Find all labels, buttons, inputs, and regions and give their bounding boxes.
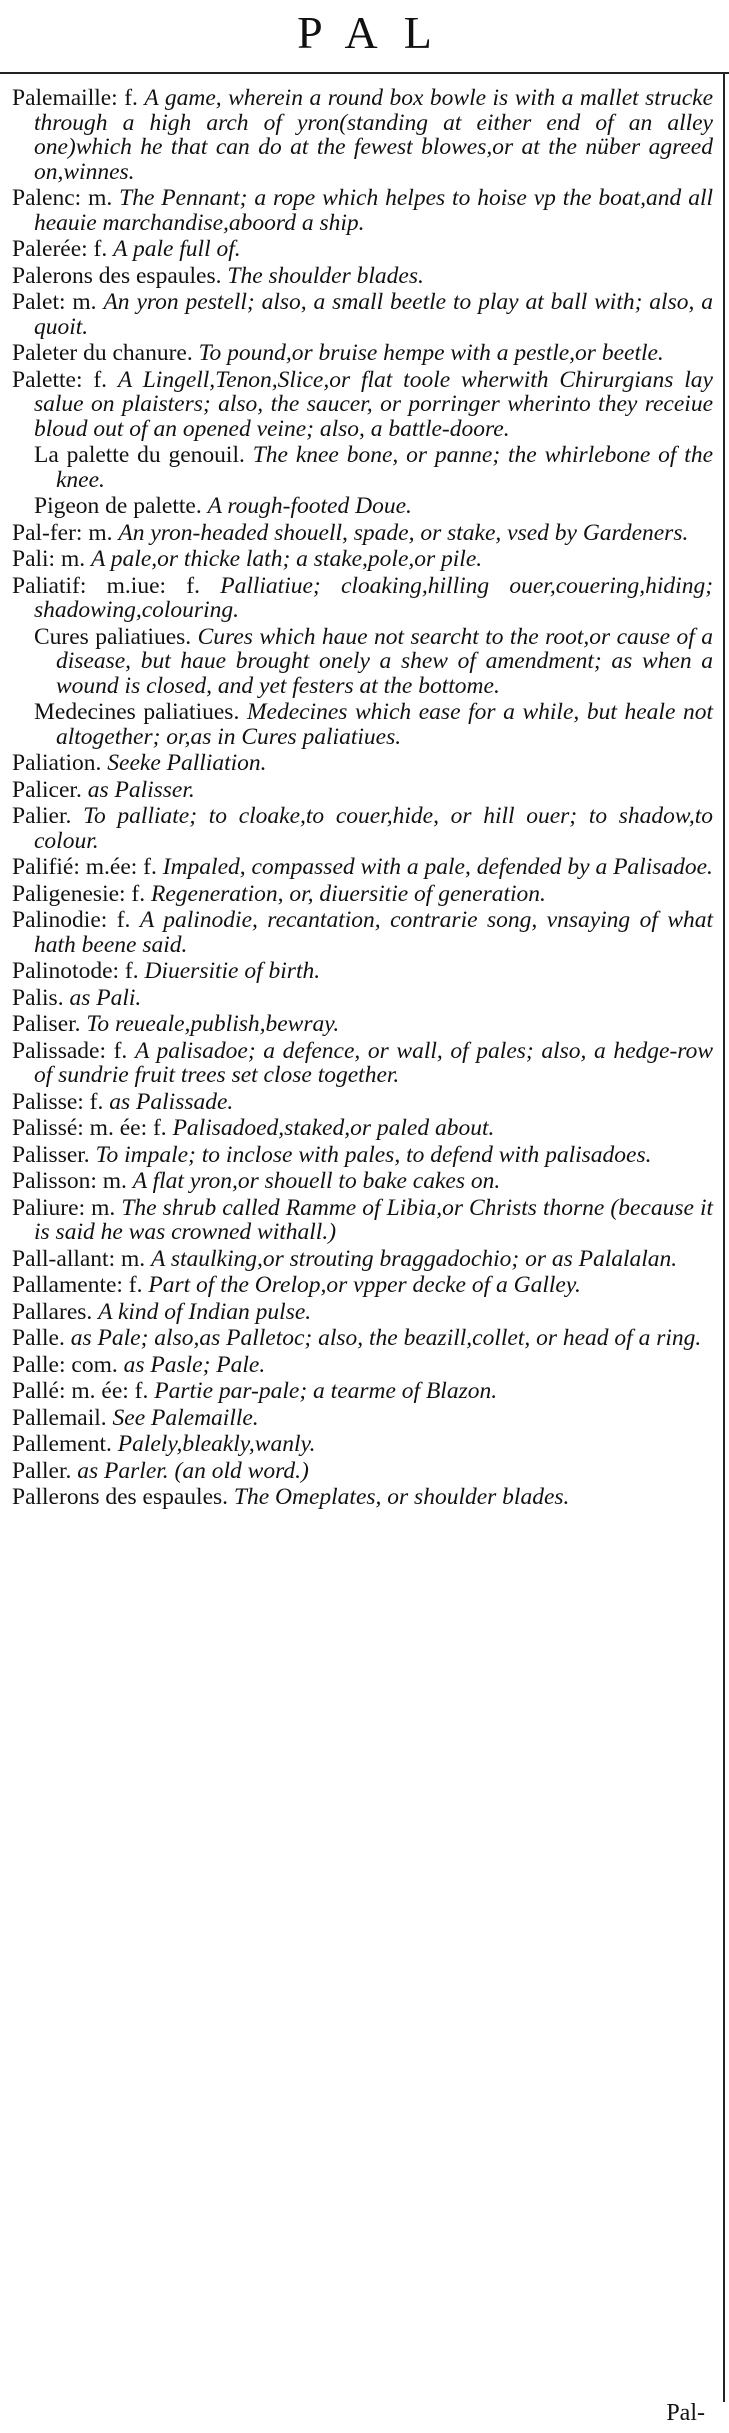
dictionary-entry: [12, 986, 713, 1011]
entry-headword: Palerée: f.: [12, 236, 108, 262]
entry-headword: Pallares.: [12, 1298, 93, 1325]
entry-gloss: To pound,or bruise hempe with a pestle,or beetle.: [198, 340, 664, 366]
dictionary-entry: [12, 1039, 713, 1088]
dictionary-entry: [12, 1273, 713, 1298]
entry-gloss: A pale,or thicke lath; a stake,pole,or pile.: [91, 546, 483, 572]
running-head: PAL: [297, 7, 458, 58]
dictionary-entry: [12, 1459, 713, 1484]
entry-gloss: A Lingell,Tenon,Slice,or flat toole wherwith Chirurgians lay salue on plaisters; also, the saucer, or porringer wherinto they receiue bloud out of an opened veine; also, a battle-doore.: [34, 366, 713, 442]
entry-gloss: The Pennant; a rope which helpes to hoise vp the boat,and all heauie marchandise,aboord a ship.: [34, 185, 714, 236]
entry-gloss: The shoulder blades.: [227, 262, 424, 289]
entry-gloss: as Palisser.: [87, 776, 195, 803]
entry-gloss: An yron-headed shouell, spade, or stake, vsed by Gardeners.: [118, 519, 689, 546]
dictionary-entry: [12, 625, 713, 699]
entry-gloss: To impale; to inclose with pales, to defend with palisadoes.: [95, 1141, 652, 1168]
entry-gloss: Medecines which ease for a while, but heale not altogether; or,as in Cures paliatiues.: [56, 699, 713, 750]
dictionary-entry: [12, 547, 713, 572]
dictionary-entry: [12, 574, 713, 623]
dictionary-entry: [12, 290, 713, 339]
entry-gloss: Partie par-pale; a tearme of Blazon.: [154, 1378, 498, 1404]
entry-gloss: To palliate; to cloake,to couer,hide, or hill ouer; to shadow,to colour.: [34, 803, 714, 854]
entry-gloss: See Palemaille.: [112, 1404, 259, 1431]
entry-gloss: Part of the Orelop,or vpper decke of a Galley.: [148, 1272, 581, 1298]
dictionary-entry: [12, 855, 713, 880]
entry-headword: Palisser.: [12, 1141, 90, 1168]
entry-headword: Paleter du chanure.: [12, 340, 193, 366]
dictionary-entry: [12, 1485, 713, 1510]
dictionary-entry: [12, 1116, 713, 1141]
entry-headword: Palenc: m.: [12, 185, 113, 211]
dictionary-entries: [12, 86, 713, 1512]
entry-gloss: as Pale; also,as Palletoc; also, the beazill,collet, or head of a ring.: [70, 1325, 702, 1351]
dictionary-entry: [12, 700, 713, 749]
entry-gloss: A palisadoe; a defence, or wall, of pales; also, a hedge-row of sundrie fruit trees set close together.: [34, 1037, 713, 1088]
entry-gloss: Impaled, compassed with a pale, defended by a Palisadoe.: [162, 854, 713, 880]
dictionary-entry: [12, 959, 713, 984]
entry-headword: Pallement.: [12, 1431, 112, 1457]
entry-headword: Medecines paliatiues.: [34, 699, 240, 725]
entry-headword: Cures paliatiues.: [34, 623, 192, 650]
dictionary-entry: [12, 751, 713, 776]
entry-headword: Paliure: m.: [12, 1194, 116, 1221]
entry-headword: Palier.: [12, 803, 72, 829]
entry-headword: Pali: m.: [12, 546, 86, 572]
entry-gloss: A pale full of.: [113, 236, 241, 262]
entry-gloss: Palliatiue; cloaking,hilling ouer,couering,hiding; shadowing,colouring.: [34, 572, 714, 623]
entry-headword: Paliation.: [12, 750, 102, 776]
entry-gloss: as Pasle; Pale.: [123, 1351, 266, 1378]
entry-gloss: A kind of Indian pulse.: [98, 1298, 312, 1325]
entry-headword: Palifié: m.ée: f.: [12, 854, 157, 880]
dictionary-entry: [12, 264, 713, 289]
entry-gloss: Regeneration, or, diuersitie of generation.: [151, 880, 546, 907]
entry-headword: Palissade: f.: [12, 1037, 128, 1064]
dictionary-entry: [12, 86, 713, 184]
dictionary-entry: [12, 1353, 713, 1378]
entry-gloss: as Pali.: [69, 984, 142, 1011]
entry-headword: Pigeon de palette.: [34, 493, 202, 519]
entry-gloss: Palisadoed,staked,or paled about.: [172, 1115, 495, 1141]
entry-headword: Palissé: m. ée: f.: [12, 1115, 167, 1141]
entry-headword: Palemaille: f.: [12, 85, 138, 111]
entry-headword: Paliser.: [12, 1011, 81, 1037]
entry-headword: Paliatif: m.iue: f.: [12, 572, 200, 599]
dictionary-entry: [12, 1432, 713, 1457]
entry-headword: Pall-allant: m.: [12, 1245, 146, 1272]
dictionary-entry: [12, 882, 713, 907]
entry-headword: Palisse: f.: [12, 1088, 104, 1115]
entry-headword: Palerons des espaules.: [12, 262, 222, 289]
dictionary-entry: [12, 521, 713, 546]
entry-headword: Palisson: m.: [12, 1168, 127, 1194]
dictionary-entry: [12, 494, 713, 519]
entry-gloss: The shrub called Ramme of Libia,or Christs thorne (because it is said he was crowned withall.): [34, 1194, 714, 1245]
entry-headword: Palinotode: f.: [12, 958, 139, 984]
entry-headword: Paller.: [12, 1457, 72, 1484]
entry-gloss: A rough-footed Doue.: [207, 493, 412, 519]
entry-headword: La palette du genouil.: [34, 442, 245, 468]
dictionary-entry: [12, 1326, 713, 1351]
dictionary-entry: [12, 1090, 713, 1115]
entry-gloss: An yron pestell; also, a small beetle to play at ball with; also, a quoit.: [34, 289, 714, 340]
dictionary-entry: [12, 186, 713, 235]
entry-gloss: The knee bone, or panne; the whirlebone of the knee.: [56, 442, 714, 493]
entry-headword: Paligenesie: f.: [12, 880, 146, 907]
entry-gloss: A game, wherein a round box bowle is with a mallet strucke through a high arch of yron(standing at either end of an alley one)which he that can do at the fewest blowes,or at the nüber agreed on,winnes.: [34, 85, 714, 185]
entry-headword: Pallerons des espaules.: [12, 1484, 229, 1510]
entry-headword: Palette: f.: [12, 366, 108, 393]
entry-headword: Palet: m.: [12, 289, 97, 315]
dictionary-entry: [12, 804, 713, 853]
dictionary-entry: [12, 1300, 713, 1325]
entry-headword: Palis.: [12, 984, 64, 1011]
dictionary-entry: [12, 1169, 713, 1194]
entry-gloss: A flat yron,or shouell to bake cakes on.: [132, 1168, 501, 1194]
entry-gloss: A staulking,or strouting braggadochio; or as Palalalan.: [151, 1245, 678, 1272]
dictionary-entry: [12, 908, 713, 957]
entry-headword: Palle: com.: [12, 1351, 118, 1378]
dictionary-entry: [12, 1143, 713, 1168]
header-rule: [0, 72, 729, 74]
dictionary-entry: [12, 443, 713, 492]
dictionary-entry: [12, 341, 713, 366]
entry-headword: Pallé: m. ée: f.: [12, 1378, 149, 1404]
entry-headword: Palicer.: [12, 776, 82, 803]
entry-headword: Pallamente: f.: [12, 1272, 143, 1298]
entry-headword: Pallemail.: [12, 1404, 107, 1431]
dictionary-entry: [12, 1406, 713, 1431]
dictionary-entry: [12, 778, 713, 803]
entry-headword: Pal-fer: m.: [12, 519, 113, 546]
dictionary-entry: [12, 368, 713, 442]
entry-headword: Palle.: [12, 1325, 65, 1351]
dictionary-entry: [12, 1012, 713, 1037]
entry-gloss: Diuersitie of birth.: [144, 958, 321, 984]
entry-gloss: Palely,bleakly,wanly.: [117, 1431, 316, 1457]
entry-gloss: as Palissade.: [109, 1088, 234, 1115]
dictionary-entry: [12, 237, 713, 262]
entry-gloss: The Omeplates, or shoulder blades.: [233, 1484, 570, 1510]
entry-gloss: To reueale,publish,bewray.: [86, 1011, 340, 1037]
catchword: Pal-: [666, 2400, 705, 2426]
dictionary-entry: [12, 1196, 713, 1245]
dictionary-entry: [12, 1247, 713, 1272]
entry-gloss: A palinodie, recantation, contrarie song, vnsaying of what hath beene said.: [34, 907, 714, 958]
entry-headword: Palinodie: f.: [12, 907, 131, 933]
entry-gloss: Cures which haue not searcht to the root,or cause of a disease, but haue brought onely a shew of amendment; as when a wound is closed, and yet festers at the bottome.: [56, 623, 713, 699]
entry-gloss: as Parler. (an old word.): [77, 1457, 309, 1484]
dictionary-entry: [12, 1379, 713, 1404]
right-column-rule: [723, 72, 725, 2402]
entry-gloss: Seeke Palliation.: [107, 750, 267, 776]
